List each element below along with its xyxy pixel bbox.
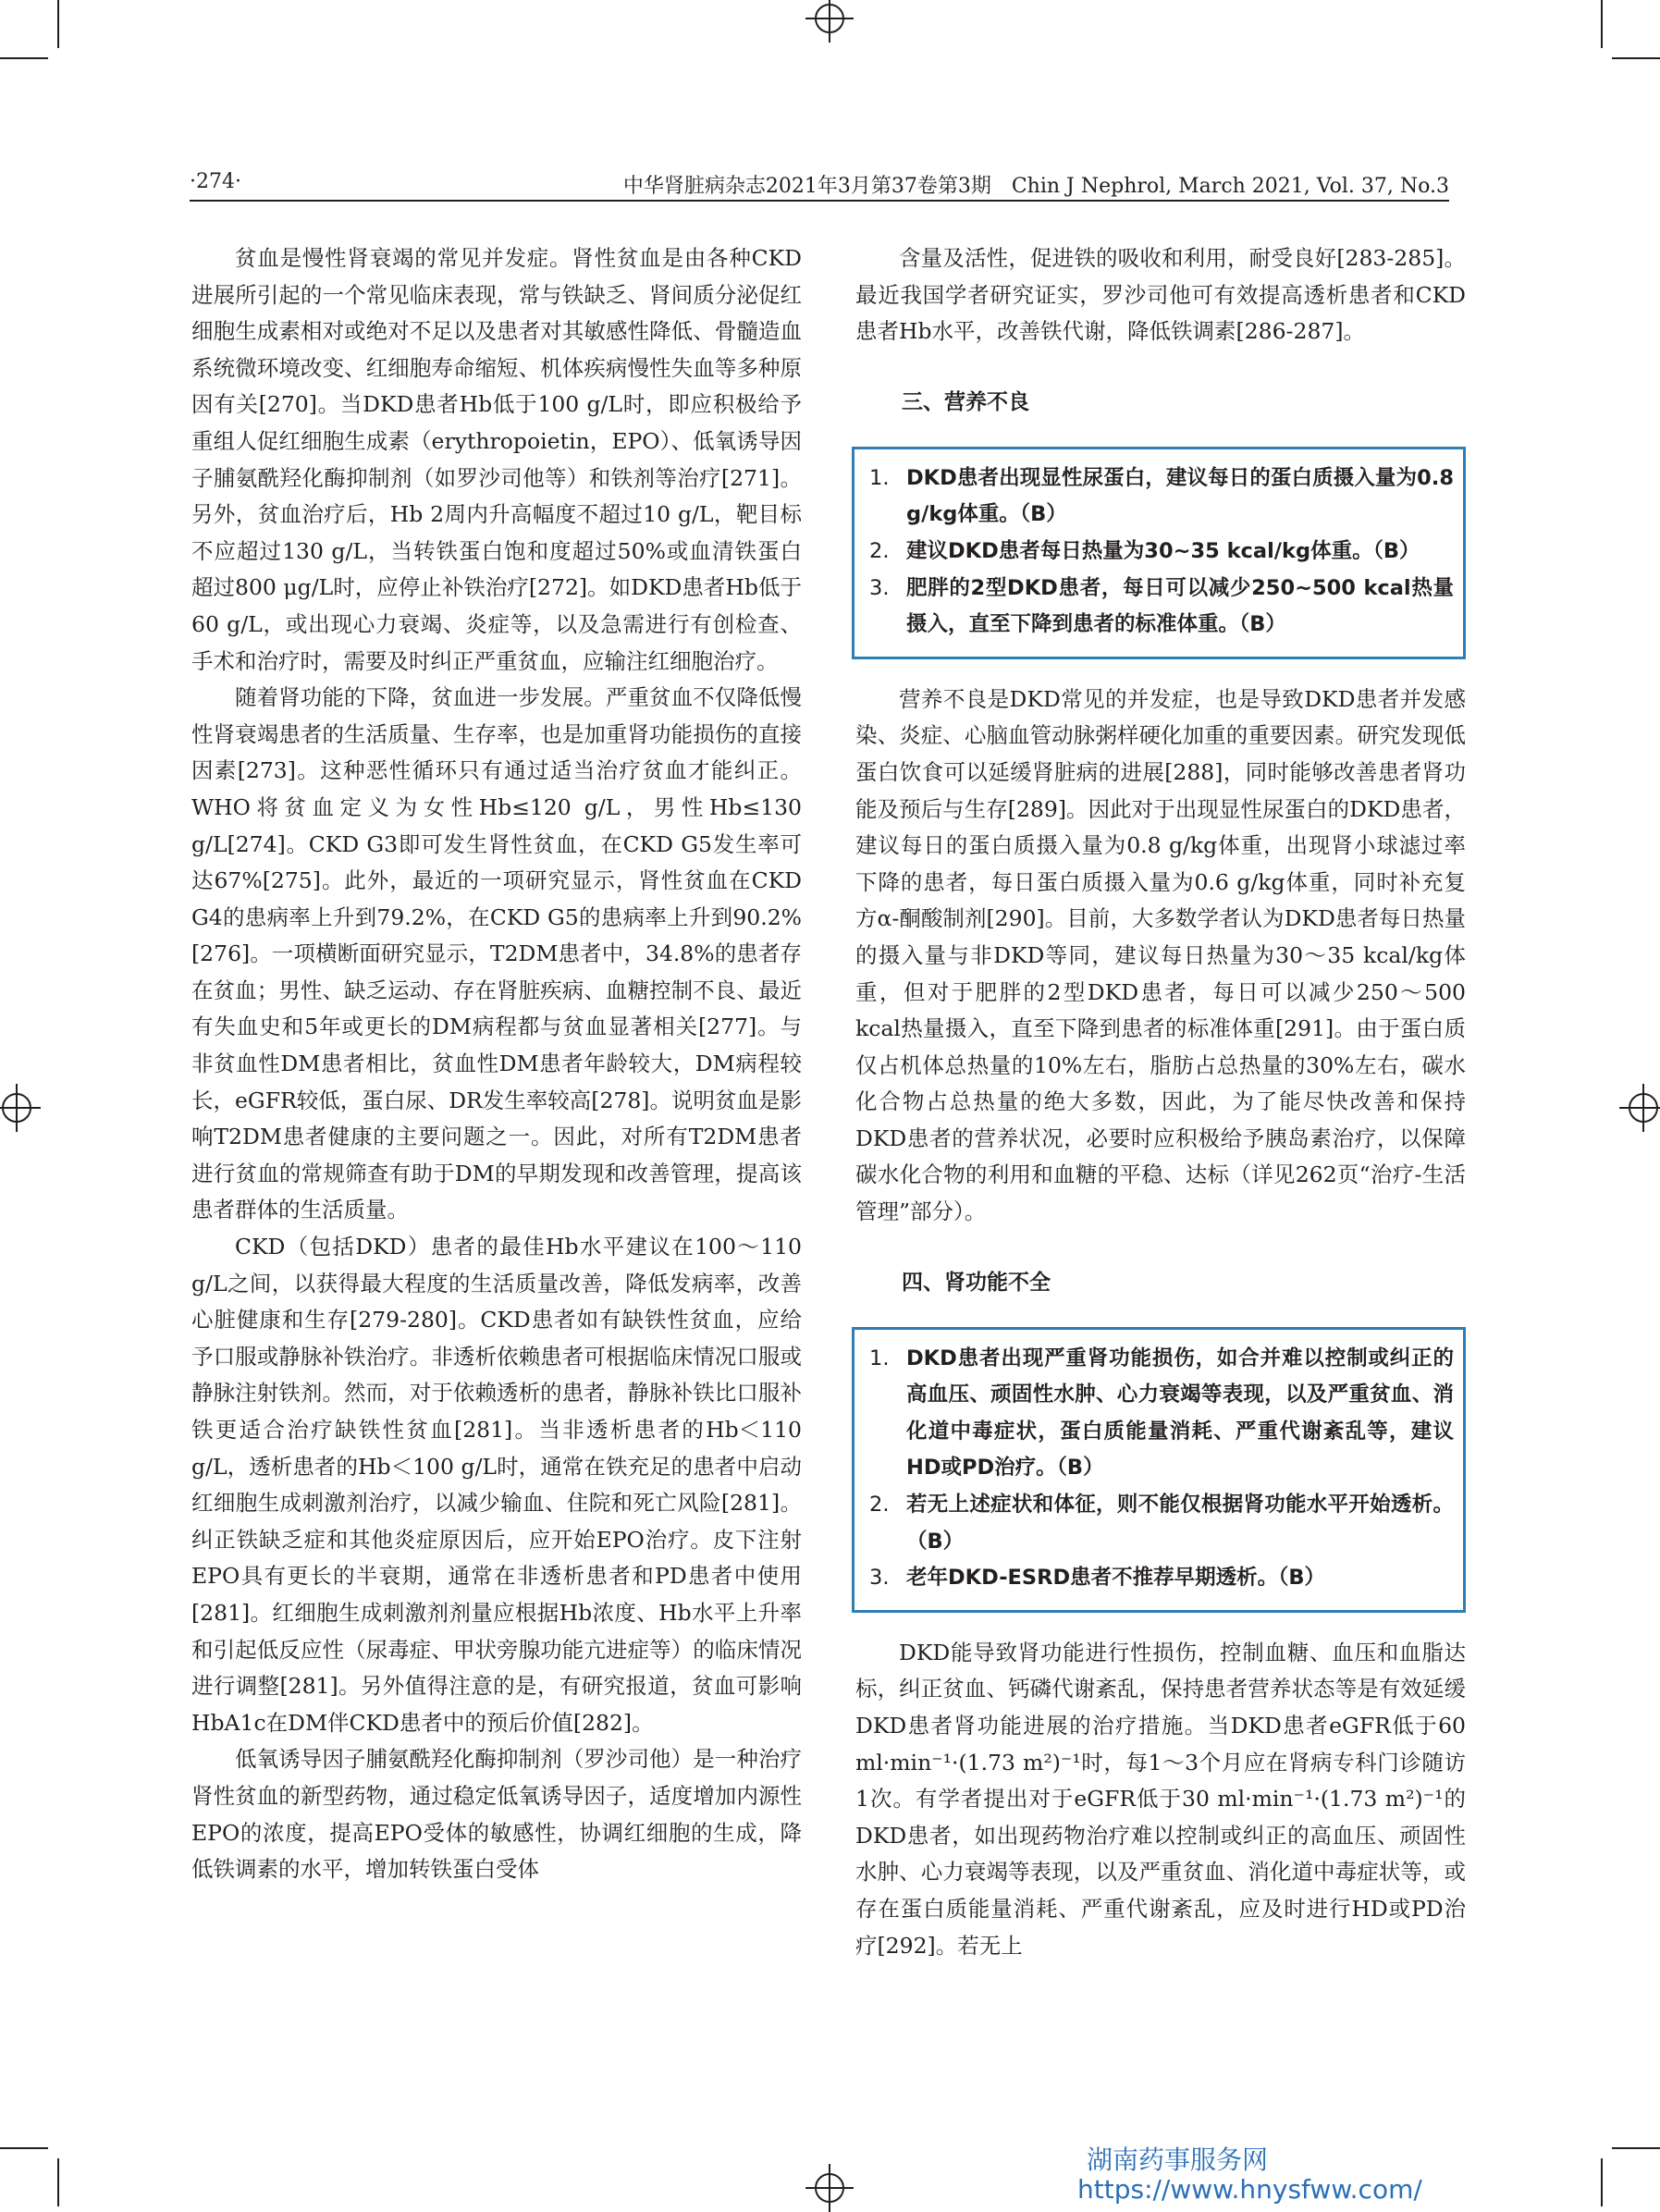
right-column xyxy=(855,240,1466,1964)
item-text: DKD患者出现显性尿蛋白，建议每日的蛋白质摄入量为0.8 g/kg体重。（B） xyxy=(906,465,1454,527)
section-heading: 三、营养不良 xyxy=(902,389,1029,414)
recommendation-item xyxy=(866,461,1454,534)
running-header xyxy=(190,170,1449,200)
paragraph: 营养不良是DKD常见的并发症，也是导致DKD患者并发感染、炎症、心脑血管动脉粥样硬化加重的重要因素。研究发现低蛋白饮食可以延缓肾脏病的进展[288]，同时能够改善患者肾功能及预后与生存[289]。因此对于出现显性尿蛋白的DKD患者，建议每日的蛋白质摄入量为0.8 g/kg体重，出现肾小球滤过率下降的患者，每日蛋白质摄入量为0.6 g/kg体重，同时补充复方α-酮酸制剂[290]。目前，大多数学者认为DKD患者每日热量的摄入量与非DKD等同，建议每日热量为30～35 kcal/kg体重，但对于肥胖的2型DKD患者，每日可以减少250～500 kcal热量摄入，直至下降到患者的标准体重[291]。由于蛋白质仅占机体总热量的10%左右，脂肪占总热量的30%左右，碳水化合物占总热量的绝大多数，因此，为了能尽快改善和保持DKD患者的营养状况，必要时应积极给予胰岛素治疗，以保障碳水化合物的利用和血糖的平稳、达标（详见262页“治疗-生活管理”部分）。 xyxy=(855,685,1466,1225)
crop-mark xyxy=(0,57,48,59)
crop-mark xyxy=(1612,2147,1660,2149)
crop-mark xyxy=(1601,2158,1603,2206)
item-text: 肥胖的2型DKD患者，每日可以减少250~500 kcal热量摄入，直至下降到患者的标准体重。（B） xyxy=(906,575,1454,637)
paragraph: CKD（包括DKD）患者的最佳Hb水平建议在100～110 g/L之间，以获得最大程度的生活质量改善，降低发病率，改善心脏健康和生存[279-280]。CKD患者如有缺铁性贫血，应给予口服或静脉补铁治疗。非透析依赖患者可根据临床情况口服或静脉注射铁剂。然而，对于依赖透析的患者，静脉补铁比口服补铁更适合治疗缺铁性贫血[281]。当非透析患者的Hb＜110 g/L，透析患者的Hb＜100 g/L时，通常在铁充足的患者中启动红细胞生成刺激剂治疗，以减少输血、住院和死亡风险[281]。纠正铁缺乏症和其他炎症原因后，应开始EPO治疗。皮下注射EPO具有更长的半衰期，通常在非透析患者和PD患者中使用[281]。红细胞生成刺激剂剂量应根据Hb浓度、Hb水平上升率和引起低反应性（尿毒症、甲状旁腺功能亢进症等）的临床情况进行调整[281]。另外值得注意的是，有研究报道，贫血可影响HbA1c在DM伴CKD患者中的预后价值[282]。 xyxy=(191,1234,802,1736)
item-number: 2. xyxy=(869,1493,890,1518)
paragraph: 含量及活性，促进铁的吸收和利用，耐受良好[283-285]。最近我国学者研究证实，罗沙司他可有效提高透析患者和CKD患者Hb水平，改善铁代谢，降低铁调素[286-287]。 xyxy=(855,245,1466,345)
item-number: 3. xyxy=(869,1566,890,1591)
registration-mark-icon xyxy=(805,2164,854,2212)
recommendation-box xyxy=(852,447,1466,659)
paragraph: DKD能导致肾功能进行性损伤，控制血糖、血压和血脂达标，纠正贫血、钙磷代谢紊乱，保持患者营养状态等是有效延缓DKD患者肾功能进展的治疗措施。当DKD患者eGFR低于60 ml·min⁻¹·(1.73 m²)⁻¹时，每1～3个月应在肾病专科门诊随访1次。有学者提出对于eGFR低于30 ml·min⁻¹·(1.73 m²)⁻¹的DKD患者，如出现药物治疗难以控制或纠正的高血压、顽固性水肿、心力衰竭等表现，以及严重贫血、消化道中毒症状等，或存在蛋白质能量消耗、严重代谢紊乱，应及时进行HD或PD治疗[292]。若无上 xyxy=(855,1639,1466,1959)
recommendation-item xyxy=(866,1560,1454,1597)
site-watermark xyxy=(1077,2144,1422,2205)
item-number: 1. xyxy=(869,1346,890,1370)
journal-citation: 中华肾脏病杂志2021年3月第37卷第3期 Chin J Nephrol, March 2021, Vol. 37, No.3 xyxy=(622,175,1449,198)
paragraph: 低氧诱导因子脯氨酰羟化酶抑制剂（罗沙司他）是一种治疗肾性贫血的新型药物，通过稳定低氧诱导因子，适度增加内源性EPO的浓度，提高EPO受体的敏感性，协调红细胞的生成，降低铁调素的水平，增加转铁蛋白受体 xyxy=(191,1746,802,1883)
item-number: 1. xyxy=(869,465,890,490)
item-number: 2. xyxy=(869,538,890,563)
item-text: DKD患者出现严重肾功能损伤，如合并难以控制或纠正的高血压、顽固性水肿、心力衰竭等表现，以及严重贫血、消化道中毒症状，蛋白质能量消耗、严重代谢紊乱等，建议HD或PD治疗。（B） xyxy=(906,1346,1454,1481)
registration-mark-icon xyxy=(805,0,854,43)
paragraph: 随着肾功能的下降，贫血进一步发展。严重贫血不仅降低慢性肾衰竭患者的生活质量、生存率，也是加重肾功能损伤的直接因素[273]。这种恶性循环只有通过适当治疗贫血才能纠正。WHO将贫血定义为女性Hb≤120 g/L，男性Hb≤130 g/L[274]。CKD G3即可发生肾性贫血，在CKD G5发生率可达67%[275]。此外，最近的一项研究显示，肾性贫血在CKD G4的患病率上升到79.2%，在CKD G5的患病率上升到90.2%[276]。一项横断面研究显示，T2DM患者中，34.8%的患者存在贫血；男性、缺乏运动、存在肾脏疾病、血糖控制不良、最近有失血史和5年或更长的DM病程都与贫血显著相关[277]。与非贫血性DM患者相比，贫血性DM患者年龄较大，DM病程较长，eGFR较低，蛋白尿、DR发生率较高[278]。说明贫血是影响T2DM患者健康的主要问题之一。因此，对所有T2DM患者进行贫血的常规筛查有助于DM的早期发现和改善管理，提高该患者群体的生活质量。 xyxy=(191,684,802,1223)
crop-mark xyxy=(57,0,59,48)
item-text: 老年DKD-ESRD患者不推荐早期透析。（B） xyxy=(906,1566,1326,1591)
watermark-name: 湖南药事服务网 xyxy=(1087,2144,1269,2175)
registration-mark-icon xyxy=(1619,1084,1660,1132)
recommendation-item xyxy=(866,1487,1454,1560)
page-number: ·274· xyxy=(190,170,241,193)
paragraph: 贫血是慢性肾衰竭的常见并发症。肾性贫血是由各种CKD进展所引起的一个常见临床表现，常与铁缺乏、肾间质分泌促红细胞生成素相对或绝对不足以及患者对其敏感性降低、骨髓造血系统微环境改变、红细胞寿命缩短、机体疾病慢性失血等多种原因有关[270]。当DKD患者Hb低于100 g/L时，即应积极给予重组人促红细胞生成素（erythropoietin，EPO）、低氧诱导因子脯氨酰羟化酶抑制剂（如罗沙司他等）和铁剂等治疗[271]。另外，贫血治疗后，Hb 2周内升高幅度不超过10 g/L，靶目标不应超过130 g/L，当转铁蛋白饱和度超过50%或血清铁蛋白超过800 μg/L时，应停止补铁治疗[272]。如DKD患者Hb低于60 g/L，或出现心力衰竭、炎症等，以及急需进行有创检查、手术和治疗时，需要及时纠正严重贫血，应输注红细胞治疗。 xyxy=(191,245,802,674)
watermark-url[interactable]: https://www.hnysfww.com/ xyxy=(1077,2174,1422,2205)
item-number: 3. xyxy=(869,575,890,600)
recommendation-box xyxy=(852,1327,1466,1613)
crop-mark xyxy=(57,2158,59,2206)
crop-mark xyxy=(0,2147,48,2149)
registration-mark-icon xyxy=(0,1084,41,1132)
crop-mark xyxy=(1612,57,1660,59)
item-text: 若无上述症状和体征，则不能仅根据肾功能水平开始透析。（B） xyxy=(906,1493,1454,1554)
recommendation-item xyxy=(866,571,1454,644)
left-column xyxy=(191,240,802,1888)
item-text: 建议DKD患者每日热量为30~35 kcal/kg体重。（B） xyxy=(906,538,1420,563)
section-heading: 四、肾功能不全 xyxy=(902,1270,1051,1295)
recommendation-item xyxy=(866,1341,1454,1487)
crop-mark xyxy=(1601,0,1603,48)
header-rule xyxy=(190,200,1449,202)
recommendation-item xyxy=(866,534,1454,571)
